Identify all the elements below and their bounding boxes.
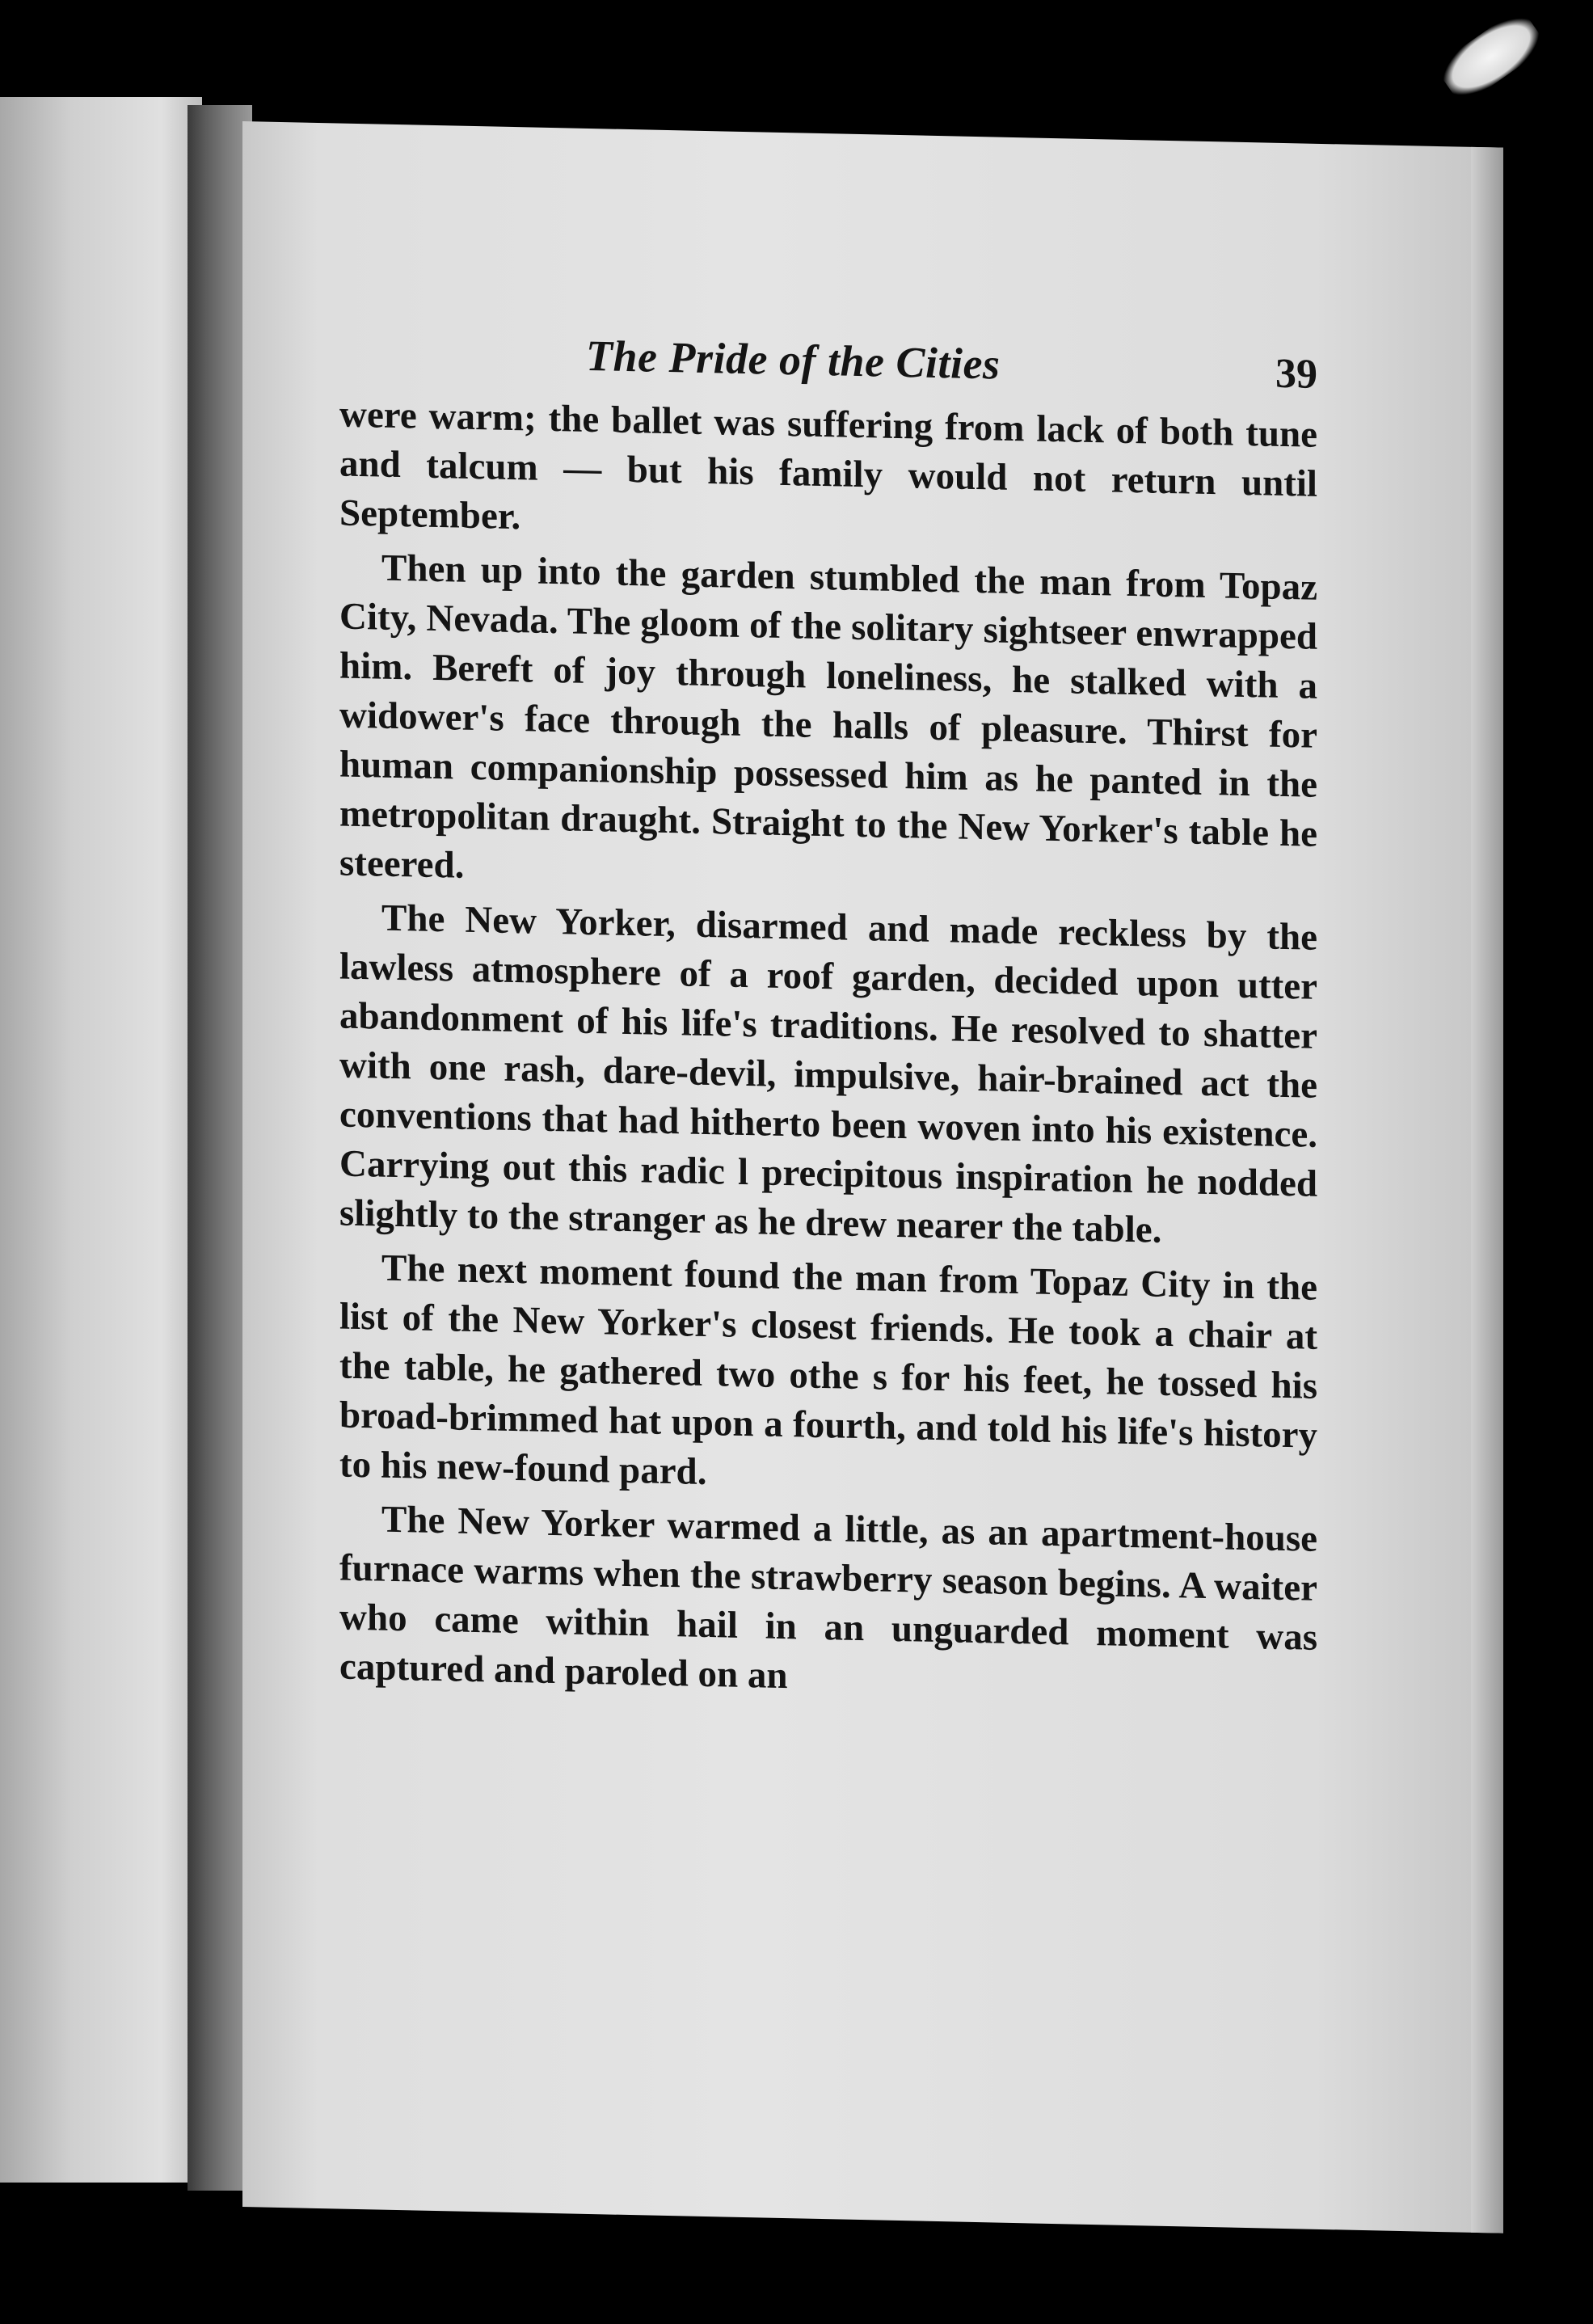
page-number: 39	[1275, 350, 1317, 398]
paragraph-4: The next moment found the man from Topaz City in the list of the New Yorker's closest friends. He took a chair at the table, he gathered two othe s for his feet, he tossed his broad-brimmed hat upon a fourth, and told his life's history to his new-found pard.	[339, 1246, 1317, 1494]
paragraph-1: were warm; the ballet was suffering from lack of both tune and talcum — but his family would not return until September.	[339, 393, 1317, 538]
paragraph-5: The New Yorker warmed a little, as an apartment-house furnace warms when the strawberry season begins. A waiter who came within hail in an unguarded moment was captured and paroled on an	[339, 1498, 1317, 1698]
paragraph-3: The New Yorker, disarmed and made reckless by the lawless atmosphere of a roof garden, decided upon utter abandonment of his life's traditions. He resolved to shatter with one rash, dare-devil, impulsive, hair-brained act the conventions that had hitherto been woven into his existence. Carrying out this radic l precipitous inspiration he nodded slightly to the stranger as he drew nearer the table.	[339, 896, 1317, 1251]
left-page-edge	[0, 97, 202, 2183]
book-page	[242, 121, 1503, 2233]
page-edge-shadow	[1471, 147, 1503, 2233]
page-content	[339, 326, 1317, 1712]
running-title: The Pride of the Cities	[586, 331, 1001, 389]
scan-blemish	[1435, 6, 1549, 107]
paragraph-2: Then up into the garden stumbled the man from Topaz City, Nevada. The gloom of the solitary sightseer enwrapped him. Bereft of joy through loneliness, he stalked with a widower's face through the halls of pleasure. Thirst for human companionship possessed him as he panted in the metropolitan draught. Straight to the New Yorker's table he steered.	[339, 546, 1317, 887]
